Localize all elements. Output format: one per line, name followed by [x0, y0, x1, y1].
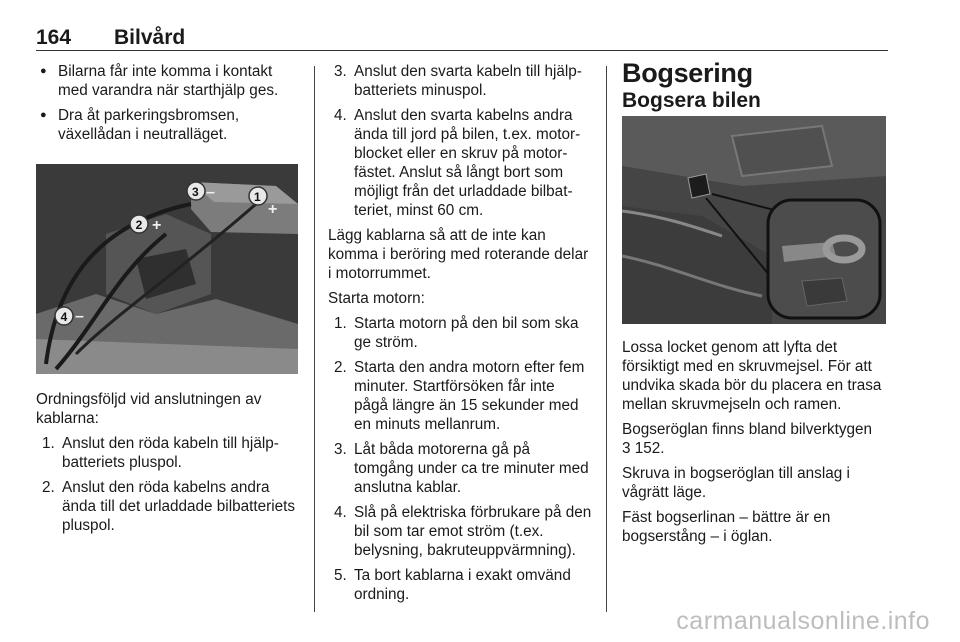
list-item: 3. Anslut den svarta kabeln till hjälpbatteriets minuspol. [334, 63, 582, 99]
bullet-list [36, 62, 300, 144]
towing-eye-figure [622, 116, 886, 324]
connection-order-intro: Ordningsföljd vid anslutningen av kablarna: [36, 391, 262, 427]
start-steps [328, 314, 592, 604]
list-item: 1. Starta motorn på den bil som ska ge ström. [334, 315, 579, 351]
paragraph: Bogseröglan finns bland bilverktygen 3 152. [622, 421, 873, 457]
bullet-item: ● Dra åt parkeringsbromsen, växellådan i neutralläget. [36, 106, 300, 144]
column-2 [328, 62, 592, 610]
column-divider-1 [314, 66, 315, 612]
subsection-title: Bogsera bilen [622, 89, 761, 112]
plus-sign-2: + [152, 217, 162, 234]
minus-sign-3: – [206, 184, 215, 201]
cable-routing-note: Lägg kablarna så att de inte kan komma i beröring med roterande delar i motorrummet. [328, 227, 589, 282]
column-1 [36, 62, 300, 541]
page-ref-link[interactable]: 152. [634, 440, 665, 457]
paragraph: Skruva in bogseröglan till anslag i vågrätt läge. [622, 465, 850, 501]
list-item: 4. Slå på elektriska förbrukare på den bil som tar emot ström (t.ex. belysning, bakruteuppvärmning). [334, 504, 592, 559]
running-title: Bilvård [114, 26, 186, 49]
paragraph: Fäst bogserlinan – bättre är en bogserstång – i öglan. [622, 509, 831, 545]
callout-3: 3 [192, 185, 199, 199]
page-ref-symbol: 3 [622, 440, 631, 457]
list-item: 4. Anslut den svarta kabelns andra ända till jord på bilen, t.ex. motorblocket eller en skruv på motorfästet. Anslut så långt bort som möjligt från det urladdade bilbatteriet, minst 60 cm. [334, 107, 581, 219]
list-item: 3. Låt båda motorerna gå på tomgång under ca tre minuter med anslutna kablar. [334, 441, 589, 496]
minus-sign-4: – [75, 308, 84, 325]
callout-4: 4 [60, 310, 68, 324]
callout-1: 1 [254, 190, 261, 204]
section-title: Bogsering [622, 58, 753, 88]
engine-bay-illustration [36, 164, 298, 374]
list-item: 5. Ta bort kablarna i exakt omvänd ordning. [334, 567, 571, 603]
column-divider-2 [606, 66, 607, 612]
bullet-item: ● Bilarna får inte komma i kontakt med varandra när starthjälp ges. [36, 62, 300, 100]
list-item: 1. Anslut den röda kabeln till hjälpbatteriets pluspol. [42, 435, 279, 471]
page-number: 164 [36, 26, 72, 49]
connection-steps [36, 434, 300, 535]
list-item: 2. Anslut den röda kabelns andra ända till det urladdade bilbatteriets pluspol. [42, 479, 296, 534]
start-engine-heading: Starta motorn: [328, 290, 425, 307]
plus-sign-1: + [268, 201, 278, 218]
watermark: carmanualsonline.info [676, 607, 930, 635]
paragraph: Lossa locket genom att lyfta det försiktigt med en skruvmejsel. För att undvika skada bör du placera en trasa mellan skruvmejseln och ramen. [622, 339, 882, 413]
jump-start-battery-figure [36, 164, 298, 374]
page-header [36, 26, 888, 52]
column-3 [622, 58, 888, 552]
list-item: 2. Starta den andra motorn efter fem minuter. Startförsöken får inte pågå längre än 15 sekunder med en minuts mellanrum. [334, 359, 585, 433]
callout-2: 2 [135, 218, 143, 232]
header-rule [36, 50, 888, 51]
connection-steps-continued [328, 62, 592, 220]
towing-eye-illustration [622, 116, 886, 324]
